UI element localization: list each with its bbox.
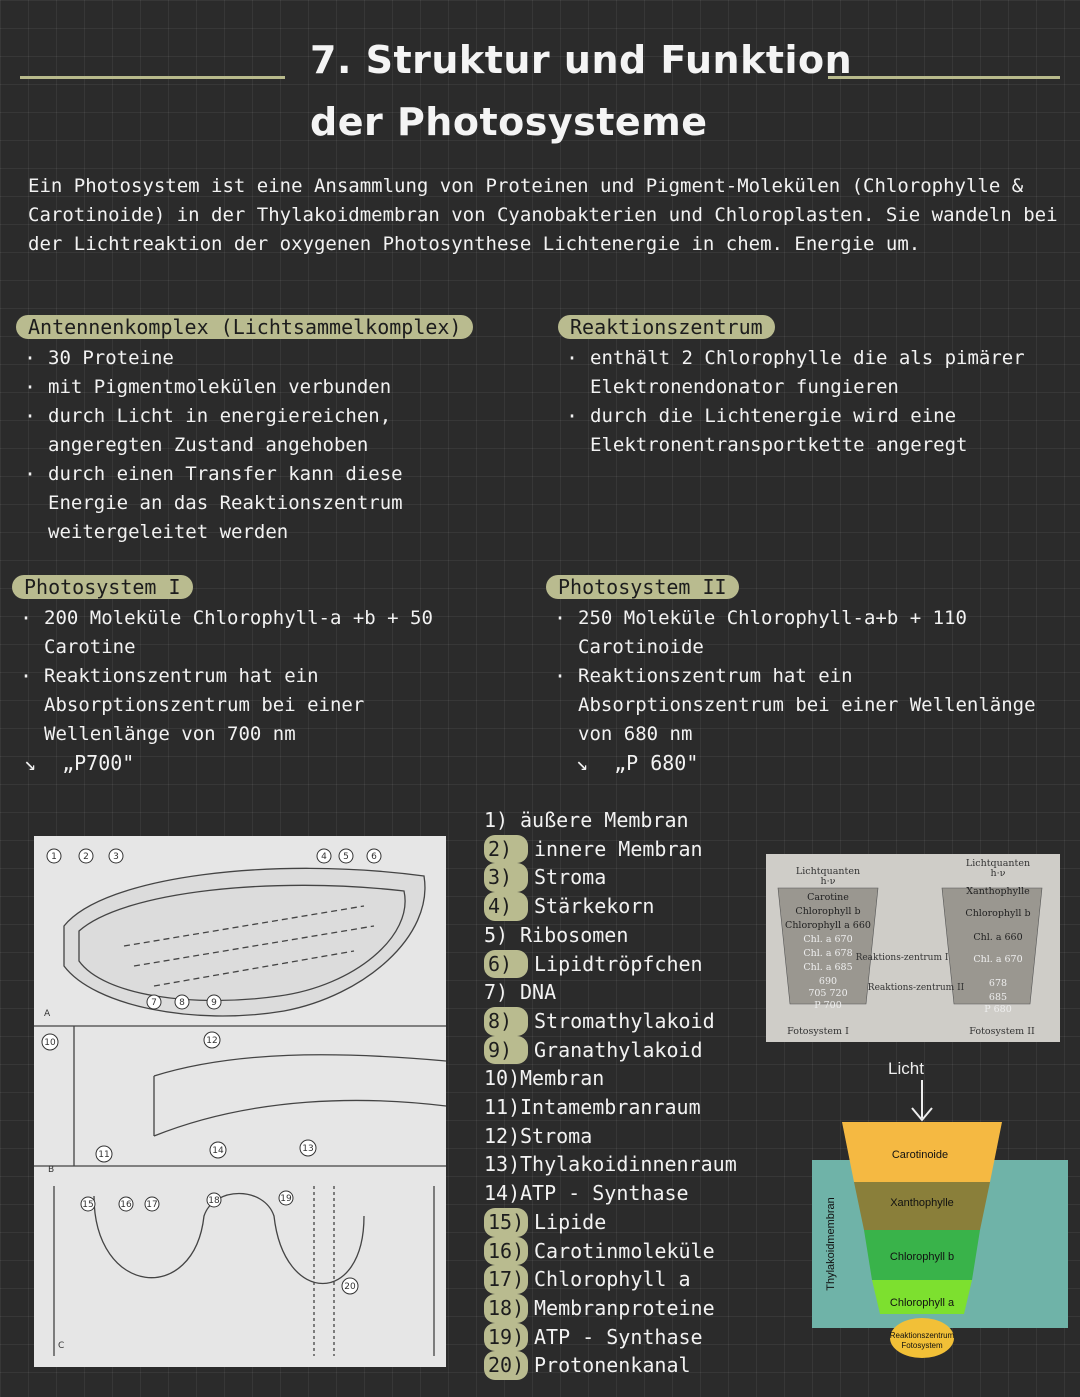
legend-item xyxy=(484,1093,784,1122)
ps1-item: · 200 Moleküle Chlorophyll-a +b + 50 Carotine xyxy=(12,604,482,662)
funnel-rz-line2: Fotosystem xyxy=(901,1341,943,1350)
funnel-label-chlorophyll-a: Chlorophyll a xyxy=(889,1297,955,1309)
ps2-photo-layer: Chl. a 670 xyxy=(973,954,1023,965)
legend-text: Membranproteine xyxy=(534,1295,715,1320)
svg-text:16: 16 xyxy=(120,1200,132,1210)
funnel-label-xanthophylle: Xanthophylle xyxy=(890,1197,954,1209)
diagram-label-b: B xyxy=(48,1165,55,1175)
legend-item xyxy=(484,1294,784,1323)
diagram-marker xyxy=(279,1191,293,1205)
legend-text: Granathylakoid xyxy=(534,1037,703,1062)
legend-number: 4) xyxy=(484,892,528,921)
legend-text: DNA xyxy=(520,980,557,1005)
diagram-marker xyxy=(109,849,123,863)
reaktion-list xyxy=(558,344,1048,460)
chloroplast-diagram-svg xyxy=(34,836,446,1367)
legend-number: 7) xyxy=(484,980,509,1005)
svg-text:6: 6 xyxy=(371,852,377,862)
ps1-name: „P700" xyxy=(62,751,135,775)
photosystem-photo xyxy=(766,854,1060,1042)
diagram-marker xyxy=(210,1142,226,1158)
legend-number: 5) xyxy=(484,922,509,947)
ps1-photo-layer: 690 xyxy=(818,976,838,987)
svg-text:7: 7 xyxy=(151,998,157,1008)
legend-number: 9) xyxy=(484,1036,528,1065)
svg-text:15: 15 xyxy=(82,1200,94,1210)
ps1-photo-layer: Chl. a 685 xyxy=(803,962,853,973)
ps1-photo-layer: Chl. a 670 xyxy=(803,934,853,945)
legend-text: Lipidtröpfchen xyxy=(534,951,703,976)
svg-text:2: 2 xyxy=(83,852,89,862)
antennen-list xyxy=(16,344,486,547)
legend-text: Lipide xyxy=(534,1209,607,1234)
antennen-item: · mit Pigmentmolekülen verbunden xyxy=(16,373,486,402)
ps1-list xyxy=(12,604,482,749)
page-title-line2: der Photosysteme xyxy=(310,100,708,144)
diagram-marker xyxy=(175,995,189,1009)
ps2-photo-layer: Xanthophylle xyxy=(966,886,1030,897)
legend-item xyxy=(484,1208,784,1237)
legend-item xyxy=(484,921,784,950)
legend-text: Stromathylakoid xyxy=(534,1008,715,1033)
diagram-label-a: A xyxy=(44,1009,51,1019)
rz2-label: Reaktions-zentrum II xyxy=(867,983,965,993)
diagram-marker xyxy=(367,849,381,863)
legend-list xyxy=(484,806,784,1380)
legend-item xyxy=(484,835,784,864)
ps2-item: · Reaktionszentrum hat ein Absorptionszentrum bei einer Wellenlänge von 680 nm xyxy=(546,662,1036,749)
legend-number: 19) xyxy=(484,1323,528,1352)
funnel-label-carotinoide: Carotinoide xyxy=(891,1149,949,1161)
legend-number: 18) xyxy=(484,1294,528,1323)
ps2-photo-layer: P 680 xyxy=(984,1004,1012,1015)
diagram-label-c: C xyxy=(58,1341,65,1351)
ps2-item: · 250 Moleküle Chlorophyll-a+b + 110 Carotinoide xyxy=(546,604,1036,662)
antennen-item: · durch Licht in energiereichen, angeregten Zustand angehoben xyxy=(16,402,486,460)
legend-number: 2) xyxy=(484,835,528,864)
legend-number: 17) xyxy=(484,1265,528,1294)
legend-number: 13) xyxy=(484,1152,521,1177)
licht-label: Licht xyxy=(888,1059,924,1078)
ps1-name-row xyxy=(12,749,512,777)
diagram-marker xyxy=(96,1146,112,1162)
ps1-photo-layer: Chl. a 678 xyxy=(803,948,853,959)
legend-number: 14) xyxy=(484,1181,521,1206)
svg-text:4: 4 xyxy=(321,852,327,862)
reaktion-item: · durch die Lichtenergie wird eine Elektronentransportkette angeregt xyxy=(558,402,1048,460)
legend-text: Membran xyxy=(520,1066,605,1091)
ps1-photo-caption: Fotosystem I xyxy=(787,1026,849,1037)
legend-text: Protonenkanal xyxy=(534,1353,691,1378)
legend-text: Intamembranraum xyxy=(520,1095,701,1120)
legend-text: innere Membran xyxy=(534,836,703,861)
antennen-heading: Antennenkomplex (Lichtsammelkomplex) xyxy=(16,315,473,339)
legend-text: Carotinmoleküle xyxy=(534,1238,715,1263)
chloroplast-diagram xyxy=(34,836,446,1367)
legend-number: 10) xyxy=(484,1066,521,1091)
legend-number: 3) xyxy=(484,863,528,892)
legend-number: 11) xyxy=(484,1095,521,1120)
legend-item xyxy=(484,1064,784,1093)
diagram-marker xyxy=(339,849,353,863)
legend-item xyxy=(484,950,784,979)
ps1-photo-layer: Chlorophyll a 660 xyxy=(785,920,871,931)
diagram-marker xyxy=(207,1193,221,1207)
diagram-marker xyxy=(207,995,221,1009)
funnel-diagram xyxy=(812,1058,1068,1370)
svg-text:9: 9 xyxy=(211,998,217,1008)
reaktion-section xyxy=(558,314,1058,460)
svg-text:5: 5 xyxy=(343,852,349,862)
legend-number: 12) xyxy=(484,1123,521,1148)
ps1-heading: Photosystem I xyxy=(12,575,193,599)
svg-text:3: 3 xyxy=(113,852,119,862)
legend-item xyxy=(484,1351,784,1380)
ps2-photo-layer: Chl. a 660 xyxy=(973,932,1023,943)
reaktion-item: · enthält 2 Chlorophylle die als pimärer Elektronendonator fungieren xyxy=(558,344,1048,402)
legend-number: 15) xyxy=(484,1208,528,1237)
antennen-section xyxy=(16,314,516,547)
legend-number: 20) xyxy=(484,1351,528,1380)
diagram-marker xyxy=(47,849,61,863)
ps1-photo-hv: h·ν xyxy=(820,876,836,887)
legend-text: Stärkekorn xyxy=(534,894,655,919)
svg-text:1: 1 xyxy=(51,852,57,862)
diagram-marker xyxy=(147,995,161,1009)
rz1-label: Reaktions-zentrum I xyxy=(855,953,949,963)
svg-text:10: 10 xyxy=(44,1038,56,1048)
title-rule-right xyxy=(828,76,1060,79)
diagram-marker xyxy=(300,1140,316,1156)
ps1-photo-quanta: Lichtquanten xyxy=(795,866,861,877)
legend-item xyxy=(484,1237,784,1266)
ps2-photo-layer: 678 xyxy=(988,978,1008,989)
diagram-marker xyxy=(119,1197,133,1211)
legend-text: Chlorophyll a xyxy=(534,1267,691,1292)
diagram-marker xyxy=(204,1032,220,1048)
legend-item xyxy=(484,978,784,1007)
svg-text:13: 13 xyxy=(302,1144,314,1154)
legend-text: Ribosomen xyxy=(520,922,629,947)
diagram-marker xyxy=(81,1197,95,1211)
ps1-section xyxy=(12,574,512,777)
diagram-marker xyxy=(42,1034,58,1050)
arrow-icon: ↘ xyxy=(576,751,589,775)
antennen-item: · 30 Proteine xyxy=(16,344,486,373)
svg-text:8: 8 xyxy=(179,998,185,1008)
title-rule-left xyxy=(20,76,285,79)
legend-item xyxy=(484,1122,784,1151)
legend-text: ATP - Synthase xyxy=(520,1181,689,1206)
legend-text: Stroma xyxy=(520,1123,593,1148)
ps2-section xyxy=(546,574,1056,777)
legend-item xyxy=(484,1265,784,1294)
legend-number: 16) xyxy=(484,1237,528,1266)
legend-item xyxy=(484,863,784,892)
legend-item xyxy=(484,1150,784,1179)
ps1-photo-layer: 705 720 xyxy=(808,988,848,999)
svg-text:14: 14 xyxy=(212,1146,224,1156)
funnel-rz-line1: Reaktionszentrum xyxy=(889,1331,955,1340)
legend-number: 8) xyxy=(484,1007,528,1036)
ps2-name: „P 680" xyxy=(614,751,699,775)
ps2-list xyxy=(546,604,1036,749)
diagram-marker xyxy=(79,849,93,863)
funnel-label-chlorophyll-b: Chlorophyll b xyxy=(889,1251,955,1263)
svg-text:12: 12 xyxy=(206,1036,218,1046)
ps2-photo-hv: h·ν xyxy=(990,868,1006,879)
svg-text:19: 19 xyxy=(280,1194,292,1204)
ps2-photo-caption: Fotosystem II xyxy=(969,1026,1035,1037)
legend-number: 6) xyxy=(484,950,528,979)
diagram-marker xyxy=(145,1197,159,1211)
ps2-heading: Photosystem II xyxy=(546,575,739,599)
photosystem-photo-svg xyxy=(766,854,1060,1042)
legend-number: 1) xyxy=(484,808,509,832)
legend-text: äußere Membran xyxy=(520,808,689,832)
legend-item xyxy=(484,1323,784,1352)
legend-text: ATP - Synthase xyxy=(534,1324,703,1349)
diagram-marker xyxy=(342,1278,358,1294)
reaktion-heading: Reaktionszentrum xyxy=(558,315,775,339)
arrow-icon: ↘ xyxy=(24,751,37,775)
legend-text: Stroma xyxy=(534,865,607,890)
page-title-line1: 7. Struktur und Funktion xyxy=(310,38,853,82)
ps1-photo-layer: Chlorophyll b xyxy=(795,906,861,917)
ps2-photo-layer: 685 xyxy=(988,992,1008,1003)
svg-text:17: 17 xyxy=(146,1200,158,1210)
legend-item xyxy=(484,892,784,921)
legend-item xyxy=(484,1007,784,1036)
svg-text:20: 20 xyxy=(344,1282,356,1292)
licht-arrow-icon xyxy=(912,1080,932,1120)
antennen-item: · durch einen Transfer kann diese Energie an das Reaktionszentrum weitergeleitet werden xyxy=(16,460,486,547)
funnel-diagram-svg xyxy=(812,1058,1068,1370)
ps1-photo-layer: Carotine xyxy=(807,892,849,903)
ps1-photo-layer: P 700 xyxy=(814,1000,842,1011)
legend-text: Thylakoidinnenraum xyxy=(520,1152,737,1177)
legend-item xyxy=(484,1036,784,1065)
ps2-photo-quanta: Lichtquanten xyxy=(965,858,1031,869)
legend-item xyxy=(484,806,784,835)
svg-text:18: 18 xyxy=(208,1196,220,1206)
intro-paragraph: Ein Photosystem ist eine Ansammlung von Proteinen und Pigment-Molekülen (Chlorophylle & Carotinoide) in der Thylakoidmembran von Cyanobakterien und Chloroplasten. Sie wandeln bei der Lichtreaktion der oxygenen Photosynthese Lichtenergie in chem. Energie um. xyxy=(28,175,1058,255)
legend-item xyxy=(484,1179,784,1208)
ps2-name-row xyxy=(546,749,1056,777)
svg-text:11: 11 xyxy=(98,1150,110,1160)
thylakoid-membrane-label: Thylakoidmembran xyxy=(825,1197,837,1291)
ps1-item: · Reaktionszentrum hat ein Absorptionszentrum bei einer Wellenlänge von 700 nm xyxy=(12,662,482,749)
diagram-marker xyxy=(317,849,331,863)
ps2-photo-layer: Chlorophyll b xyxy=(965,908,1031,919)
